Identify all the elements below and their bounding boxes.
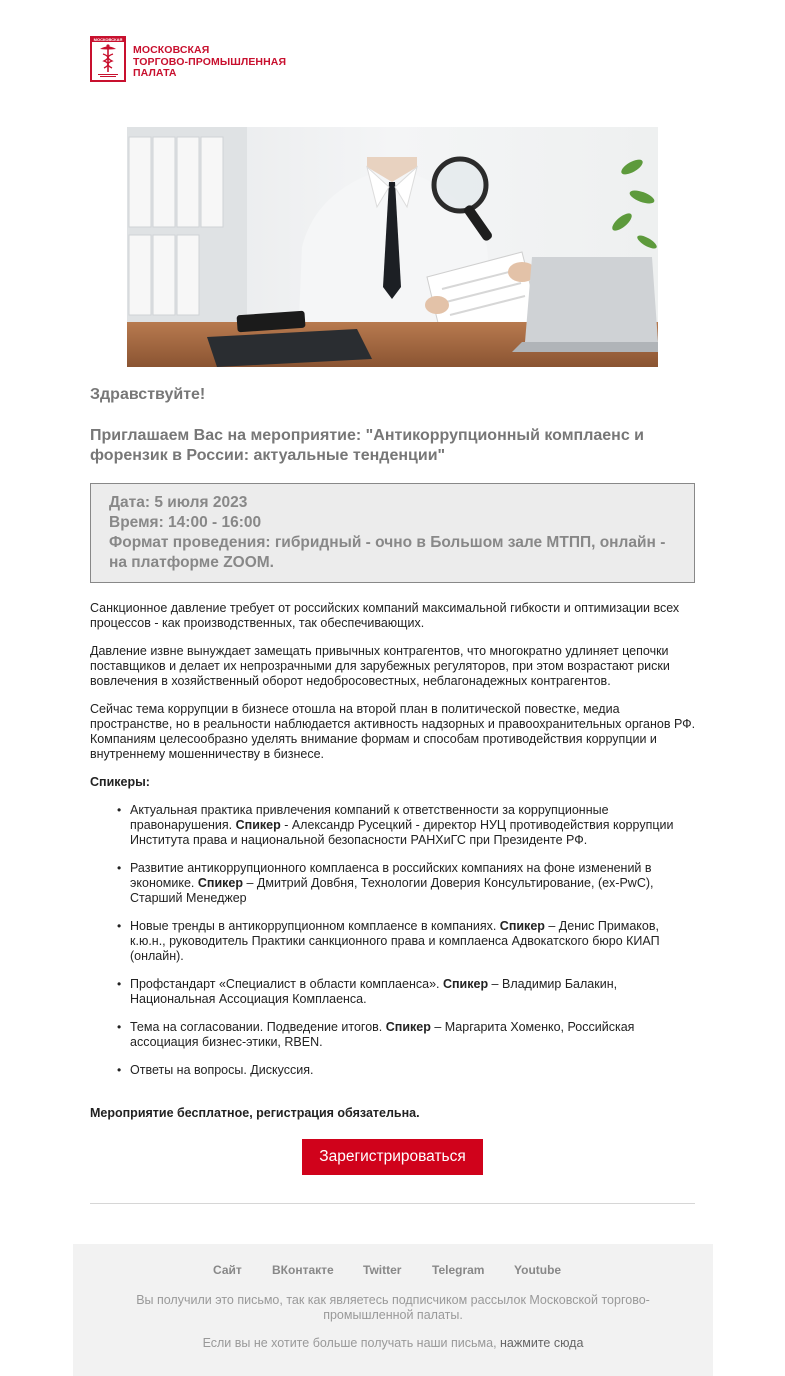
speaker-name: – Денис Примаков, к.ю.н., руководитель Практики санкционного права и комплаенса Адвокатского бюро КИАП (онлайн). <box>130 919 660 963</box>
event-invite-heading: Приглашаем Вас на мероприятие: "Антикоррупционный комплаенс и форензик в России: актуальные тенденции" <box>90 427 645 464</box>
speaker-label: Спикер <box>442 977 489 991</box>
speaker-label: Спикер <box>499 919 545 933</box>
logo-line-2: ТОРГОВО-ПРОМЫШЛЕННАЯ <box>133 55 287 68</box>
footer-link-youtube[interactable]: Youtube <box>514 1263 562 1277</box>
unsubscribe-note <box>118 1336 668 1351</box>
paragraph-pressure: Давление извне вынуждает замещать привычных контрагентов, что многократно удлиняет цепочки поставщиков и делает их непрозрачными для зарубежных регуляторов, при этом возрастают риски вовлечения в хозяйственный оборот недобросовестных, неблагонадежных контрагентов. <box>90 644 670 688</box>
paragraph-corruption: Сейчас тема коррупции в бизнесе отошла на второй план в политической повестке, медиа пространстве, но в реальности наблюдается активность надзорных и правоохранительных органов РФ. Компаниям целесообразно уделять внимание формам и способам противодействия коррупции и внутреннему мошенничеству в бизнесе. <box>90 702 696 761</box>
speaker-topic: Профстандарт «Специалист в области комплаенса». <box>130 977 443 991</box>
speaker-label: Спикер <box>235 818 281 832</box>
speaker-name: – Маргарита Хоменко, Российская ассоциация бизнес-этики, RBEN. <box>130 1020 635 1049</box>
logo-line-3: ПАЛАТА <box>133 67 177 79</box>
event-format: Формат проведения: гибридный - очно в Большом зале МТПП, онлайн - на платформе ZOOM. <box>109 534 666 571</box>
free-registration-note: Мероприятие бесплатное, регистрация обязательна. <box>90 1106 420 1120</box>
speaker-label: Спикер <box>197 876 243 890</box>
speaker-item <box>130 861 690 906</box>
list-bullet: • <box>117 977 122 991</box>
speaker-topic: Новые тренды в антикоррупционном комплаенсе в компаниях. <box>130 919 500 933</box>
speaker-name: - Александр Русецкий - директор НУЦ противодействия коррупции Института права и национальной безопасности РАНХиГС при Президенте РФ. <box>130 818 674 847</box>
speaker-item <box>130 803 690 848</box>
event-time: Время: 14:00 - 16:00 <box>109 514 262 531</box>
hero-businessman-image <box>127 127 658 367</box>
list-bullet: • <box>117 1020 122 1034</box>
paragraph-sanctions: Санкционное давление требует от российских компаний максимальной гибкости и оптимизации всех процессов - как производственных, так обеспечивающих. <box>90 601 680 630</box>
greeting-heading: Здравствуйте! <box>90 386 206 403</box>
unsubscribe-prefix: Если вы не хотите больше получать наши письма, <box>202 1336 501 1350</box>
mtpp-logo[interactable] <box>90 36 295 84</box>
event-date: Дата: 5 июля 2023 <box>109 494 248 511</box>
logo-line-1: МОСКОВСКАЯ <box>133 44 210 56</box>
footer-link-site[interactable]: Сайт <box>213 1263 242 1277</box>
speaker-item <box>130 977 690 1007</box>
footer-link-telegram[interactable]: Telegram <box>432 1263 485 1277</box>
logo-wordmark <box>133 45 286 80</box>
email-footer <box>73 1244 713 1376</box>
mtpp-emblem-icon <box>90 36 126 82</box>
subscription-note: Вы получили это письмо, так как являетесь подписчиком рассылок Московской торгово-промышленной палаты. <box>136 1293 650 1322</box>
list-bullet: • <box>117 803 122 817</box>
speaker-topic: Развитие антикоррупционного комплаенса в российских компаниях на фоне изменений в экономике. <box>130 861 652 890</box>
footer-link-vkontakte[interactable]: ВКонтакте <box>272 1263 334 1277</box>
list-bullet: • <box>117 1063 122 1077</box>
footer-link-twitter[interactable]: Twitter <box>363 1263 402 1277</box>
list-bullet: • <box>117 861 122 875</box>
speaker-item <box>130 919 690 964</box>
speaker-name: – Дмитрий Довбня, Технологии Доверия Консультирование, (ex-PwC), Старший Менеджер <box>130 876 654 905</box>
speaker-topic: Ответы на вопросы. Дискуссия. <box>130 1063 314 1077</box>
speaker-item <box>130 1063 690 1078</box>
svg-text:МОСКОВСКАЯ: МОСКОВСКАЯ <box>93 37 123 42</box>
speaker-label: Спикер <box>385 1020 431 1034</box>
speaker-topic: Актуальная практика привлечения компаний к ответственности за коррупционные правонарушения. <box>130 803 609 832</box>
unsubscribe-link[interactable]: нажмите сюда <box>500 1336 584 1350</box>
event-details-box <box>90 483 695 583</box>
footer-divider <box>90 1203 695 1204</box>
list-bullet: • <box>117 919 122 933</box>
register-button[interactable]: Зарегистрироваться <box>302 1139 483 1175</box>
speaker-item <box>130 1020 690 1050</box>
speaker-topic: Тема на согласовании. Подведение итогов. <box>130 1020 386 1034</box>
speaker-name: – Владимир Балакин, Национальная Ассоциация Комплаенса. <box>130 977 618 1006</box>
speakers-heading: Спикеры: <box>90 775 150 789</box>
